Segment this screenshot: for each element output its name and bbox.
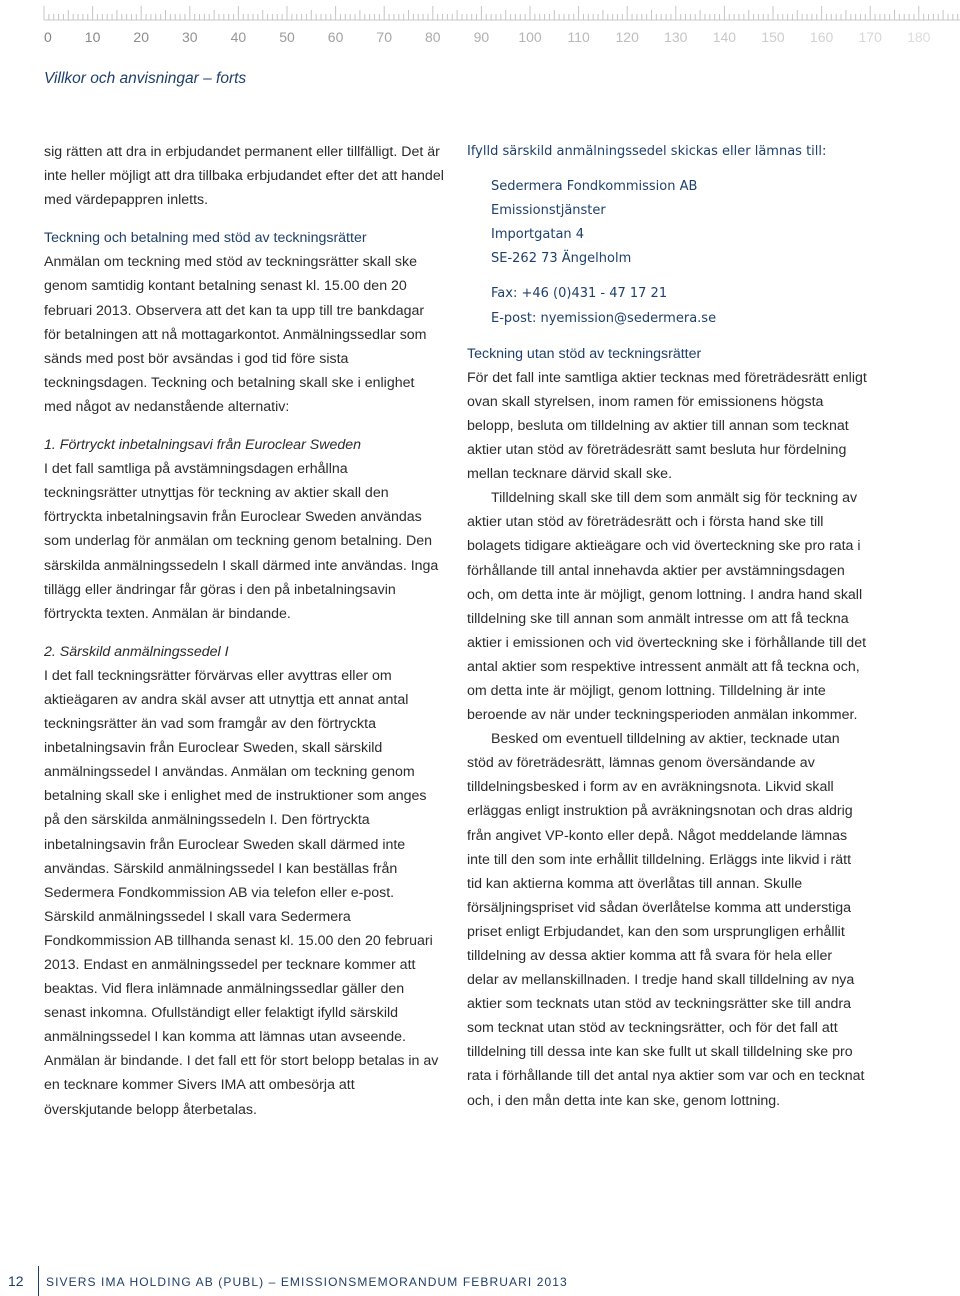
- left-column: [44, 140, 444, 1122]
- alternative-2-text: I det fall teckningsrätter förvärvas eller avyttras eller om aktieägaren av andra skäl avser att utnyttja ett annat antal teckningsrätter än vad som framgår av den förtryckta inbetalningsavin från Euroclear Sweden, skall särskild anmälningssedel I användas. Anmälan om teckning genom betalning skall ske i enlighet med de instruktioner som anges på den särskilda anmälningssedeln I. Den förtryckta inbetalningsavin från Euroclear Sweden skall därmed inte användas. Särskild anmälningssedel I kan beställas från Sedermera Fondkommission AB via telefon eller e-post. Särskild anmälningssedel I skall vara Sedermera Fondkommission AB tillhanda senast kl. 15.00 den 20 februari 2013. Endast en anmälningssedel per tecknare kommer att beaktas. Vid flera inlämnade anmälningssedlar gäller den senast inkomna. Ofullständigt eller felaktigt ifylld särskild anmälningssedel I kan komma att lämnas utan avseende. Anmälan är bindande. I det fall ett för stort belopp betalas in av en tecknare kommer Sivers IMA att ombesörja att överskjutande belopp återbetalas.: [44, 667, 439, 1118]
- intro-paragraph: sig rätten att dra in erbjudandet permanent eller tillfälligt. Det är inte heller möjligt att dra tillbaka erbjudandet efter det att handel med värdepappren inletts.: [44, 144, 444, 209]
- ruler-label: 150: [761, 29, 785, 45]
- without-rights-paragraph-2: Tilldelning skall ske till dem som anmält sig för teckning av aktier utan stöd av företrädesrätt och i första hand ske till bolagets tidigare aktieägare och vid överteckning ske pro rata i förhållande till antal innehavda aktier per avstämningsdagen och, om detta inte är möjligt, genom lottning. I andra hand skall tilldelning ske till annan som anmält intresse om att få teckna aktier i emissionen och vid överteckning ske i förhållande till det antal aktier som respektive intressent anmält att få teckna och, om detta inte är möjligt, genom lottning. Tilldelning är inte beroende av när under teckningsperioden anmälan inkommer.: [467, 490, 867, 724]
- ruler-label: 90: [473, 29, 490, 45]
- address-heading: Ifylld särskild anmälningssedel skickas eller lämnas till:: [467, 144, 827, 159]
- page-footer: [0, 1266, 960, 1296]
- ruler-label: 20: [133, 29, 149, 45]
- email-address: E-post: nyemission@sedermera.se: [491, 310, 717, 326]
- right-column: [467, 140, 867, 1113]
- address-block: [467, 175, 867, 331]
- footer-divider: [38, 1266, 39, 1296]
- alternative-1-heading: 1. Förtryckt inbetalningsavi från Euroclear Sweden: [44, 437, 362, 454]
- ruler-label: 120: [615, 29, 639, 45]
- ruler-label: 160: [809, 29, 834, 45]
- fax-number: Fax: +46 (0)431 - 47 17 21: [491, 286, 668, 302]
- page-subtitle: Villkor och anvisningar – forts: [44, 70, 247, 87]
- ruler-label: 30: [182, 29, 198, 45]
- footer-title: SIVERS IMA HOLDING AB (PUBL) – EMISSIONSMEMORANDUM FEBRUARI 2013: [46, 1275, 568, 1289]
- ruler-label: 140: [712, 29, 737, 45]
- ruler-label: 130: [664, 29, 688, 45]
- address-line: Emissionstjänster: [491, 203, 606, 219]
- address-line: Importgatan 4: [491, 227, 585, 243]
- ruler-label: 100: [518, 29, 542, 45]
- alternative-2-heading: 2. Särskild anmälningssedel I: [44, 643, 229, 660]
- ruler-label: 170: [858, 29, 882, 45]
- page-number: 12: [8, 1273, 24, 1289]
- ruler-label: 40: [230, 29, 247, 45]
- ruler-label: 110: [567, 29, 590, 45]
- ruler-label: 10: [84, 29, 101, 45]
- without-rights-paragraph-1: För det fall inte samtliga aktier tecknas med företrädesrätt enligt ovan skall styrelsen, inom ramen för emissionens högsta belopp, besluta om tilldelning av aktier till annan som tecknat aktier utan stöd av företrädesrätt samt besluta hur fördelning mellan tecknare därvid skall ske.: [467, 369, 867, 483]
- ruler: [0, 0, 960, 50]
- without-rights-paragraph-3: Besked om eventuell tilldelning av aktier, tecknade utan stöd av företrädesrätt, lämnas genom översändande av tilldelningsbesked i form av en avräkningsnota. Likvid skall erläggas enligt instruktion på avräkningsnotan och dras aldrig från angivet VP-konto eller depå. Något meddelande lämnas inte till den som inte erhållit tilldelning. Erläggs inte likvid i rätt tid kan aktierna komma att överlåtas till annan. Skulle försäljningspriset vid sådan överlåtelse komma att understiga priset enligt Erbjudandet, kan den som ursprungligen erhållit tilldelning av dessa aktier komma att få svara för hela eller delar av mellanskillnaden. I tredje hand skall tilldelning av nya aktier som tecknats utan stöd av teckningsrätter ske till andra som tecknat utan stöd av teckningsrätter, och för det fall att tilldelning till dessa inte kan ske fullt ut skall tilldelning ske pro rata i förhållande till det antal nya aktier som var och en tecknat och, i den mån detta inte kan ske, genom lottning.: [467, 731, 865, 1109]
- alternative-1-text: I det fall samtliga på avstämningsdagen erhållna teckningsrätter utnyttjas för teckning av aktier skall den förtryckta inbetalningsavin från Euroclear Sweden användas som underlag för anmälan om teckning genom betalning. Den särskilda anmälningssedeln I skall därmed inte användas. Inga tillägg eller ändringar får göras i den på inbetalningsavin förtryckta texten. Anmälan är bindande.: [44, 461, 439, 622]
- ruler-label: 180: [907, 29, 931, 45]
- ruler-label: 80: [425, 29, 441, 45]
- address-line: SE-262 73 Ängelholm: [491, 251, 632, 267]
- section-text-with-rights: Anmälan om teckning med stöd av teckningsrätter skall ske genom samtidig kontant betalning senast kl. 15.00 den 20 februari 2013. Observera att det kan ta upp till tre bankdagar för betalningen att nå mottagarkontot. Anmälningssedlar som sänds med post bör avsändas i god tid före sista teckningsdagen. Teckning och betalning skall ske i enlighet med något av nedanstående alternativ:: [44, 254, 427, 415]
- ruler-label: 70: [376, 29, 392, 45]
- section-heading-without-rights: Teckning utan stöd av teckningsrätter: [467, 345, 702, 362]
- ruler-label: 0: [44, 29, 52, 45]
- ruler-label: 60: [327, 29, 344, 45]
- section-heading-with-rights: Teckning och betalning med stöd av teckningsrätter: [44, 230, 367, 247]
- address-line: Sedermera Fondkommission AB: [491, 179, 698, 195]
- ruler-label: 50: [279, 29, 295, 45]
